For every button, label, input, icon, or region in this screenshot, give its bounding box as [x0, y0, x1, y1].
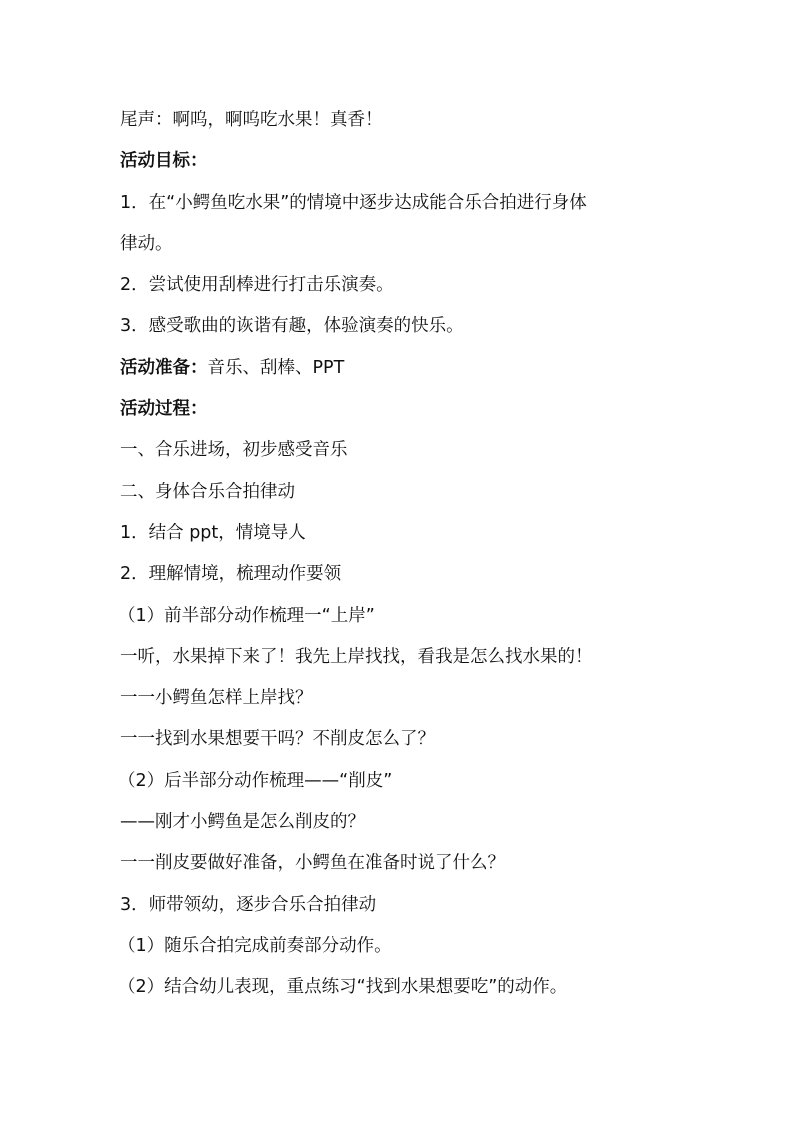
text-line: ——刚才小鳄鱼是怎么削皮的？ [120, 812, 365, 833]
text-line: 2．尝试使用刮棒进行打击乐演奏。 [120, 275, 394, 296]
section-heading: 活动目标： [120, 151, 208, 172]
document-body [120, 100, 680, 1009]
section-heading-inline: 活动准备： [120, 357, 208, 378]
section-heading: 活动过程： [120, 399, 208, 420]
text-line: 二、身体合乐合拍律动 [120, 481, 295, 502]
text-line: 一一削皮要做好准备，小鳄鱼在准备时说了什么？ [120, 853, 505, 874]
text-line: 2．理解情境，梳理动作要领 [120, 564, 342, 585]
text-line: 律动。 [120, 233, 173, 254]
text-line: （2）后半部分动作梳理——“削皮” [118, 770, 393, 791]
text-line: 3．师带领幼，逐步合乐合拍律动 [120, 894, 377, 915]
text-line: 一、合乐进场，初步感受音乐 [120, 440, 348, 461]
text-line: （1）前半部分动作梳理一“上岸” [118, 605, 375, 626]
text-line: （2）结合幼儿表现，重点练习“找到水果想要吃”的动作。 [118, 977, 568, 998]
text-line: 1．结合 ppt，情境导人 [120, 522, 306, 543]
text-line [120, 348, 680, 389]
preparation-items: 音乐、刮棒、PPT [207, 357, 345, 378]
text-line: （1）随乐合拍完成前奏部分动作。 [118, 935, 392, 956]
text-line: 一一找到水果想要干吗？不削皮怎么了？ [120, 729, 435, 750]
text-line: 3．感受歌曲的诙谐有趣，体验演奏的快乐。 [120, 316, 464, 337]
text-line: 一听，水果掉下来了！我先上岸找找，看我是怎么找水果的！ [120, 646, 593, 667]
text-line: 尾声：啊呜，啊呜吃水果！真香！ [120, 110, 383, 130]
text-line: 1．在“小鳄鱼吃水果”的情境中逐步达成能合乐合拍进行身体 [120, 192, 587, 213]
text-line: 一一小鳄鱼怎样上岸找？ [120, 688, 313, 709]
